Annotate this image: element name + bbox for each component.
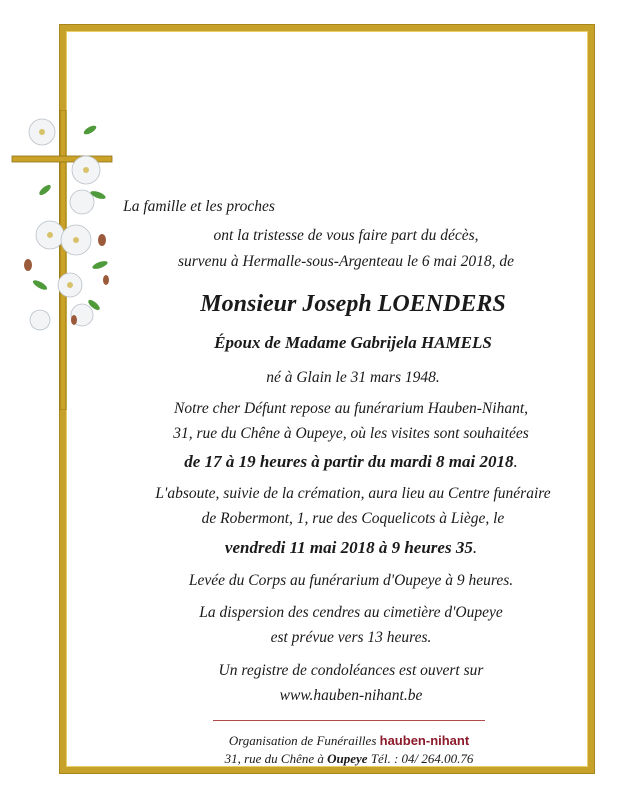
repose-text-2: 31, rue du Chêne à Oupeye, où les visites sont souhaitées	[173, 425, 529, 442]
levee-text: Levée du Corps au funérarium d'Oupeye à 9 heures.	[188, 572, 514, 589]
spouse-text: Époux de Madame Gabrijela HAMELS	[214, 333, 492, 352]
footer-divider	[213, 720, 485, 721]
ceremony-period: .	[472, 538, 478, 557]
footer-address-text: 31, rue du Chêne à	[224, 751, 324, 766]
ceremony-text-1: L'absoute, suivie de la crémation, aura lieu au Centre funéraire	[155, 485, 551, 502]
place-text: survenu à Hermalle-sous-Argenteau le 6 mai 2018, de	[177, 253, 515, 270]
footer-organisation	[38, 733, 622, 749]
repose-text-1: Notre cher Défunt repose au funérarium Hauben-Nihant,	[173, 400, 529, 417]
visits-period: .	[513, 452, 518, 471]
register-website-link[interactable]: www.hauben-nihant.be	[279, 687, 423, 704]
gold-frame	[60, 25, 594, 773]
ceremony-date-text: vendredi 11 mai 2018 à 9 heures 35	[224, 538, 473, 557]
brand-logo: hauben-nihant	[379, 733, 470, 748]
footer-phone: Tél. : 04/ 264.00.76	[370, 751, 474, 766]
birth-text: né à Glain le 31 mars 1948.	[266, 369, 440, 386]
ceremony-date	[40, 538, 622, 558]
dispersion-text-1: La dispersion des cendres au cimetière d'Oupeye	[199, 604, 503, 621]
footer-org-text: Organisation de Funérailles	[228, 733, 377, 748]
visits-hours: de 17 à 19 heures à partir du mardi 8 mai 2018	[184, 452, 514, 471]
deceased-name: Monsieur Joseph LOENDERS	[200, 291, 506, 317]
intro-text: La famille et les proches	[123, 198, 275, 215]
register-text: Un registre de condoléances est ouvert sur	[218, 662, 484, 679]
ceremony-text-2: de Robermont, 1, rue des Coquelicots à Liège, le	[201, 510, 505, 527]
footer-address	[38, 751, 622, 767]
visits-text	[40, 452, 622, 472]
dispersion-text-2: est prévue vers 13 heures.	[270, 629, 432, 646]
footer-town: Oupeye	[327, 751, 368, 766]
sorrow-text: ont la tristesse de vous faire part du décès,	[213, 227, 479, 244]
